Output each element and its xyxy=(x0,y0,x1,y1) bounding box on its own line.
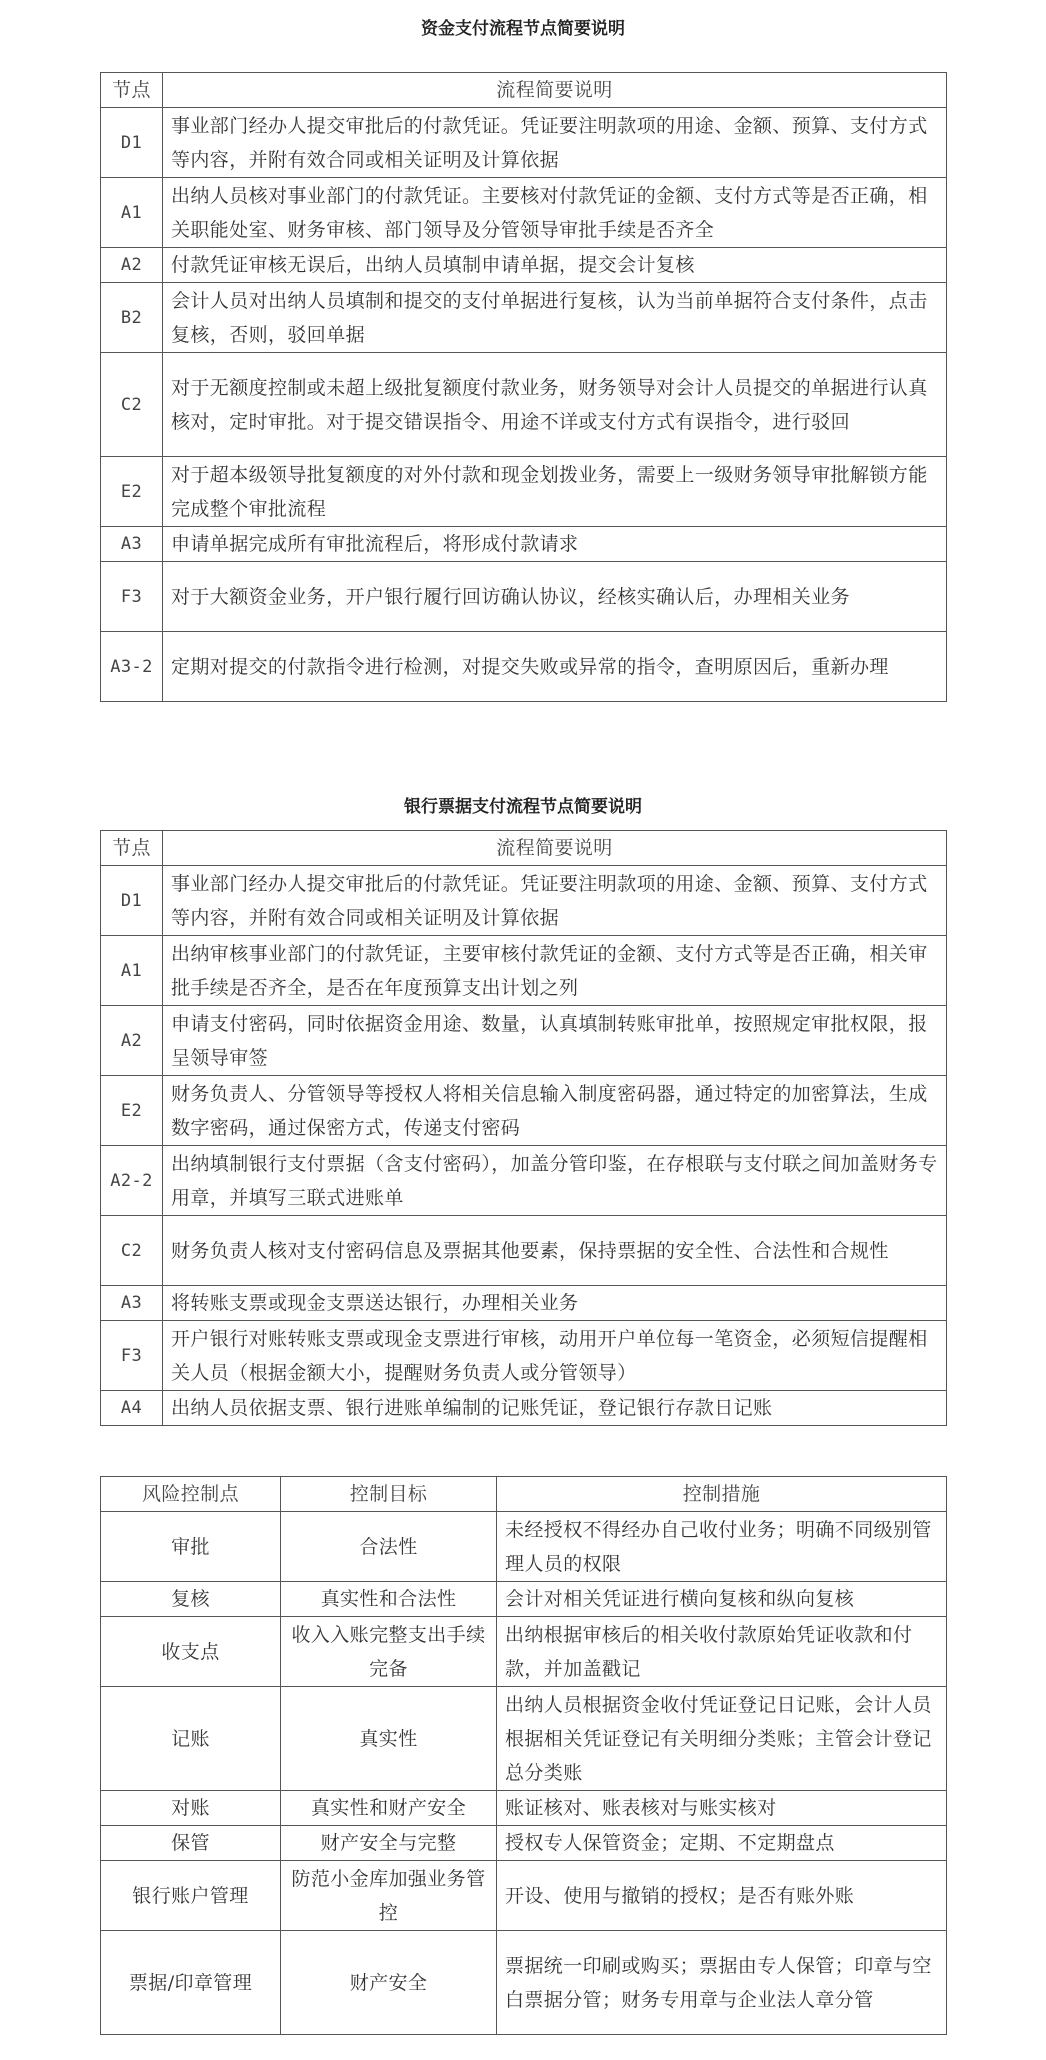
bank-bill-node-table xyxy=(100,830,947,1426)
header-risk-point: 风险控制点 xyxy=(101,1477,281,1512)
risk-point-cell: 收支点 xyxy=(101,1617,281,1687)
node-cell: B2 xyxy=(101,283,163,353)
table-row xyxy=(101,1146,947,1216)
control-goal-cell: 财产安全与完整 xyxy=(281,1826,497,1861)
table-row xyxy=(101,936,947,1006)
control-goal-cell: 真实性和合法性 xyxy=(281,1582,497,1617)
desc-cell: 事业部门经办人提交审批后的付款凭证。凭证要注明款项的用途、金额、预算、支付方式等内容，并附有效合同或相关证明及计算依据 xyxy=(163,866,947,936)
desc-cell: 定期对提交的付款指令进行检测，对提交失败或异常的指令，查明原因后，重新办理 xyxy=(163,632,947,702)
node-cell: A2-2 xyxy=(101,1146,163,1216)
node-cell: A2 xyxy=(101,1006,163,1076)
node-cell: A3 xyxy=(101,527,163,562)
table-row xyxy=(101,1582,947,1617)
control-measure-cell: 开设、使用与撤销的授权；是否有账外账 xyxy=(497,1861,947,1931)
node-cell: C2 xyxy=(101,1216,163,1286)
header-desc: 流程简要说明 xyxy=(163,73,947,108)
desc-cell: 出纳审核事业部门的付款凭证，主要审核付款凭证的金额、支付方式等是否正确，相关审批手续是否齐全，是否在年度预算支出计划之列 xyxy=(163,936,947,1006)
node-cell: A3-2 xyxy=(101,632,163,702)
table-row xyxy=(101,1791,947,1826)
table-row xyxy=(101,527,947,562)
control-measure-cell: 未经授权不得经办自己收付业务；明确不同级别管理人员的权限 xyxy=(497,1512,947,1582)
desc-cell: 财务负责人、分管领导等授权人将相关信息输入制度密码器，通过特定的加密算法，生成数字密码，通过保密方式，传递支付密码 xyxy=(163,1076,947,1146)
control-measure-cell: 授权专人保管资金；定期、不定期盘点 xyxy=(497,1826,947,1861)
header-desc: 流程简要说明 xyxy=(163,831,947,866)
control-goal-cell: 财产安全 xyxy=(281,1931,497,2035)
desc-cell: 将转账支票或现金支票送达银行，办理相关业务 xyxy=(163,1286,947,1321)
control-goal-cell: 真实性和财产安全 xyxy=(281,1791,497,1826)
header-node: 节点 xyxy=(101,831,163,866)
table-row xyxy=(101,1931,947,2035)
node-cell: E2 xyxy=(101,457,163,527)
node-cell: E2 xyxy=(101,1076,163,1146)
table-row xyxy=(101,353,947,457)
table-row xyxy=(101,1687,947,1791)
node-cell: F3 xyxy=(101,562,163,632)
control-goal-cell: 合法性 xyxy=(281,1512,497,1582)
node-cell: D1 xyxy=(101,866,163,936)
risk-point-cell: 审批 xyxy=(101,1512,281,1582)
table-row xyxy=(101,632,947,702)
fund-payment-node-table xyxy=(100,72,947,702)
table-row xyxy=(101,1391,947,1426)
desc-cell: 开户银行对账转账支票或现金支票进行审核，动用开户单位每一笔资金，必须短信提醒相关人员（根据金额大小，提醒财务负责人或分管领导） xyxy=(163,1321,947,1391)
desc-cell: 出纳人员核对事业部门的付款凭证。主要核对付款凭证的金额、支付方式等是否正确，相关职能处室、财务审核、部门领导及分管领导审批手续是否齐全 xyxy=(163,178,947,248)
table-row xyxy=(101,1321,947,1391)
table-row xyxy=(101,562,947,632)
desc-cell: 付款凭证审核无误后，出纳人员填制申请单据，提交会计复核 xyxy=(163,248,947,283)
control-measure-cell: 出纳根据审核后的相关收付款原始凭证收款和付款，并加盖戳记 xyxy=(497,1617,947,1687)
table-row xyxy=(101,1216,947,1286)
table-row xyxy=(101,1076,947,1146)
desc-cell: 财务负责人核对支付密码信息及票据其他要素，保持票据的安全性、合法性和合规性 xyxy=(163,1216,947,1286)
control-goal-cell: 真实性 xyxy=(281,1687,497,1791)
node-cell: F3 xyxy=(101,1321,163,1391)
table-row xyxy=(101,1006,947,1076)
control-measure-cell: 出纳人员根据资金收付凭证登记日记账，会计人员根据相关凭证登记有关明细分类账；主管会计登记总分类账 xyxy=(497,1687,947,1791)
risk-point-cell: 复核 xyxy=(101,1582,281,1617)
table-row xyxy=(101,1826,947,1861)
risk-control-table xyxy=(100,1476,947,2035)
risk-point-cell: 银行账户管理 xyxy=(101,1861,281,1931)
node-cell: A4 xyxy=(101,1391,163,1426)
control-measure-cell: 会计对相关凭证进行横向复核和纵向复核 xyxy=(497,1582,947,1617)
risk-point-cell: 票据/印章管理 xyxy=(101,1931,281,2035)
desc-cell: 对于无额度控制或未超上级批复额度付款业务，财务领导对会计人员提交的单据进行认真核对，定时审批。对于提交错误指令、用途不详或支付方式有误指令，进行驳回 xyxy=(163,353,947,457)
control-measure-cell: 票据统一印刷或购买；票据由专人保管；印章与空白票据分管；财务专用章与企业法人章分管 xyxy=(497,1931,947,2035)
table-row xyxy=(101,1861,947,1931)
table-header-row xyxy=(101,1477,947,1512)
header-control-goal: 控制目标 xyxy=(281,1477,497,1512)
risk-point-cell: 对账 xyxy=(101,1791,281,1826)
table-row xyxy=(101,283,947,353)
desc-cell: 申请单据完成所有审批流程后，将形成付款请求 xyxy=(163,527,947,562)
table2-title: 银行票据支付流程节点简要说明 xyxy=(404,797,642,817)
table-row xyxy=(101,457,947,527)
header-control-measure: 控制措施 xyxy=(497,1477,947,1512)
desc-cell: 对于超本级领导批复额度的对外付款和现金划拨业务，需要上一级财务领导审批解锁方能完成整个审批流程 xyxy=(163,457,947,527)
node-cell: A3 xyxy=(101,1286,163,1321)
node-cell: A1 xyxy=(101,936,163,1006)
desc-cell: 出纳人员依据支票、银行进账单编制的记账凭证，登记银行存款日记账 xyxy=(163,1391,947,1426)
node-cell: C2 xyxy=(101,353,163,457)
desc-cell: 会计人员对出纳人员填制和提交的支付单据进行复核，认为当前单据符合支付条件，点击复核，否则，驳回单据 xyxy=(163,283,947,353)
table-row xyxy=(101,866,947,936)
table-header-row xyxy=(101,73,947,108)
table-row xyxy=(101,178,947,248)
desc-cell: 事业部门经办人提交审批后的付款凭证。凭证要注明款项的用途、金额、预算、支付方式等内容，并附有效合同或相关证明及计算依据 xyxy=(163,108,947,178)
desc-cell: 对于大额资金业务，开户银行履行回访确认协议，经核实确认后，办理相关业务 xyxy=(163,562,947,632)
header-node: 节点 xyxy=(101,73,163,108)
node-cell: A1 xyxy=(101,178,163,248)
node-cell: A2 xyxy=(101,248,163,283)
table-row xyxy=(101,248,947,283)
table-row xyxy=(101,1617,947,1687)
control-goal-cell: 收入入账完整支出手续完备 xyxy=(281,1617,497,1687)
table-row xyxy=(101,1286,947,1321)
desc-cell: 申请支付密码，同时依据资金用途、数量，认真填制转账审批单，按照规定审批权限，报呈领导审签 xyxy=(163,1006,947,1076)
control-goal-cell: 防范小金库加强业务管控 xyxy=(281,1861,497,1931)
table-row xyxy=(101,1512,947,1582)
risk-point-cell: 记账 xyxy=(101,1687,281,1791)
desc-cell: 出纳填制银行支付票据（含支付密码），加盖分管印鉴，在存根联与支付联之间加盖财务专用章，并填写三联式进账单 xyxy=(163,1146,947,1216)
table1-title: 资金支付流程节点简要说明 xyxy=(421,19,625,39)
risk-point-cell: 保管 xyxy=(101,1826,281,1861)
control-measure-cell: 账证核对、账表核对与账实核对 xyxy=(497,1791,947,1826)
node-cell: D1 xyxy=(101,108,163,178)
table-row xyxy=(101,108,947,178)
table-header-row xyxy=(101,831,947,866)
